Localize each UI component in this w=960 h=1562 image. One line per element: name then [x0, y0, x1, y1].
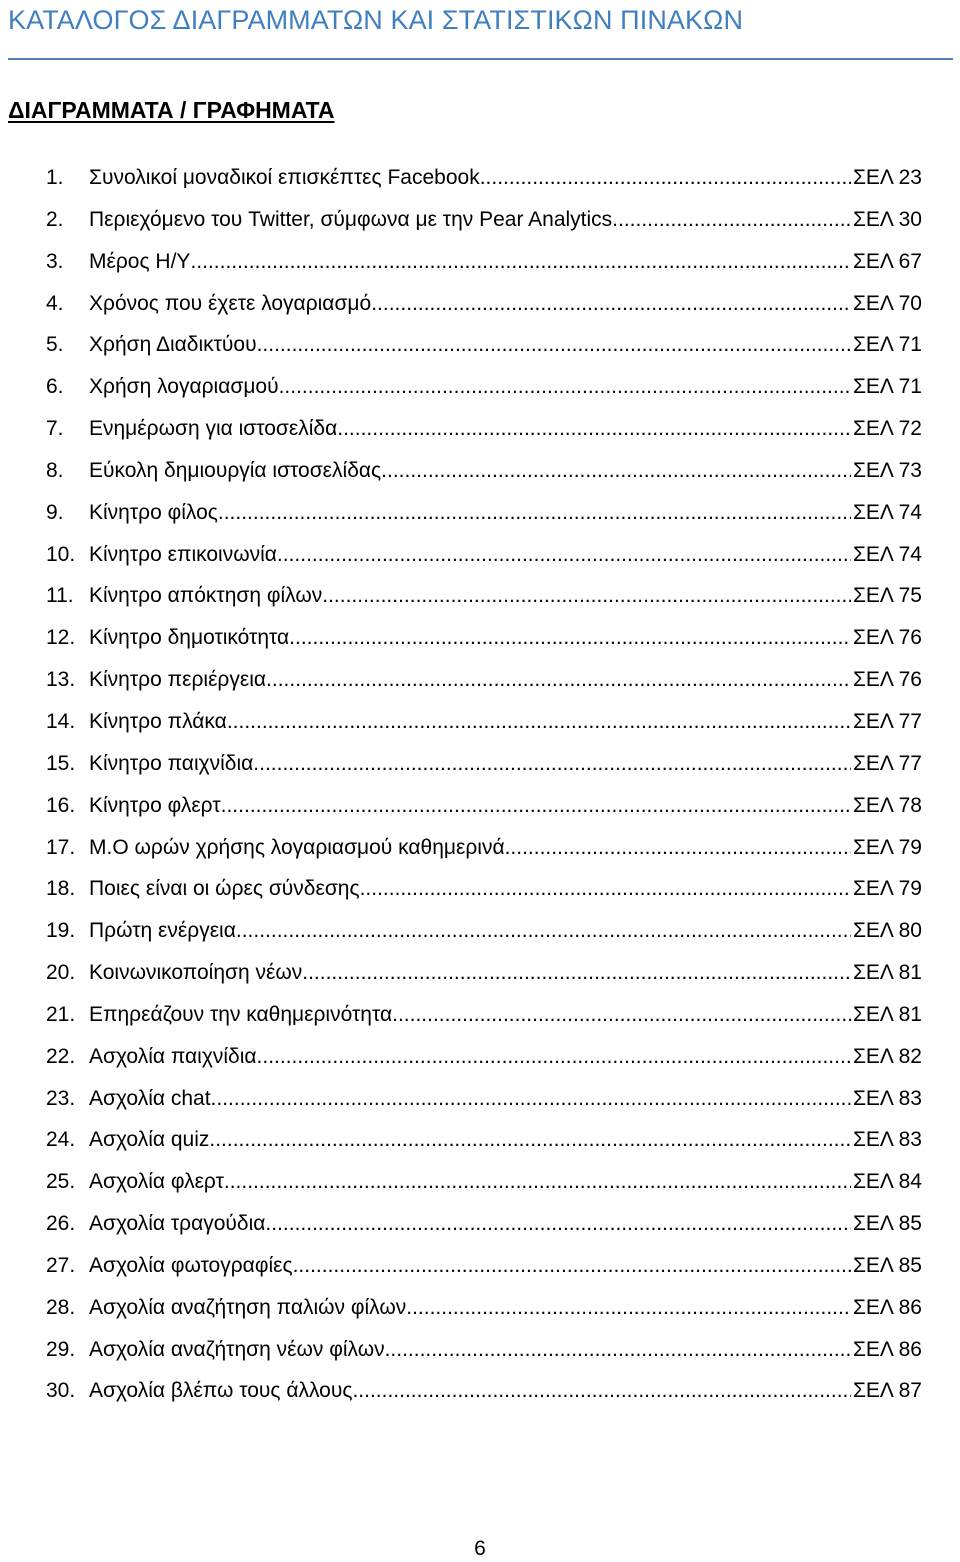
toc-entry-page: ΣΕΛ 74: [852, 542, 922, 566]
toc-entry[interactable]: [46, 617, 922, 659]
toc-entry[interactable]: [46, 492, 922, 534]
toc-entry[interactable]: [46, 910, 922, 952]
toc-entry-text: Κίνητρο περιέργεια: [89, 668, 267, 692]
toc-entry-page: ΣΕΛ 70: [852, 291, 922, 315]
toc-entry-number: 3.: [46, 249, 64, 273]
toc-dot-leader: [221, 785, 851, 827]
section-heading: ΔΙΑΓΡΑΜΜΑΤΑ / ΓΡΑΦΗΜΑΤΑ: [8, 97, 335, 123]
toc-entry-number: 11.: [46, 584, 74, 608]
toc-entry[interactable]: [46, 1329, 922, 1371]
toc-dot-leader: [352, 1370, 851, 1412]
toc-entry-text: Ασχολία quiz: [89, 1128, 210, 1152]
toc-entry-page: ΣΕΛ 79: [852, 877, 922, 901]
toc-entry-text: Χρόνος που έχετε λογαριασμό: [89, 291, 372, 315]
toc-entry-text: Κίνητρο φλερτ: [89, 793, 221, 817]
toc-entry-number: 4.: [46, 291, 64, 315]
toc-entry-text: Επηρεάζουν την καθημερινότητα: [89, 1002, 393, 1026]
toc-entry-number: 14.: [46, 709, 76, 733]
toc-dot-leader: [371, 283, 851, 325]
toc-dot-leader: [293, 1245, 851, 1287]
toc-entry-number: 8.: [46, 458, 64, 482]
toc-entry[interactable]: [46, 1161, 922, 1203]
toc-entry-page: ΣΕΛ 76: [852, 626, 922, 650]
toc-entry-text: Κίνητρο φίλος: [89, 500, 218, 524]
toc-entry-number: 17.: [46, 835, 76, 859]
toc-entry-page: ΣΕΛ 85: [852, 1212, 922, 1236]
toc-entry[interactable]: [46, 157, 922, 199]
toc-entry-number: 19.: [46, 919, 76, 943]
toc-entry-number: 9.: [46, 500, 64, 524]
toc-entry-text: Ασχολία αναζήτηση νέων φίλων: [89, 1337, 385, 1361]
toc-entry-text: Ασχολία φωτογραφίες: [89, 1253, 293, 1277]
toc-entry[interactable]: [46, 743, 922, 785]
toc-dot-leader: [302, 952, 851, 994]
toc-entry[interactable]: [46, 534, 922, 576]
toc-entry-text: Κίνητρο πλάκα: [89, 709, 227, 733]
toc-entry-page: ΣΕΛ 72: [852, 417, 922, 441]
toc-dot-leader: [480, 157, 851, 199]
toc-entry-text: Μέρος Η/Υ: [89, 249, 191, 273]
toc-entry-text: Συνολικοί μοναδικοί επισκέπτες Facebook: [89, 166, 480, 189]
toc-entry-page: ΣΕΛ 73: [852, 458, 922, 482]
toc-entry-page: ΣΕΛ 84: [852, 1170, 922, 1194]
toc-entry[interactable]: [46, 827, 922, 869]
toc-entry-number: 21.: [46, 1002, 76, 1026]
toc-entry-page: ΣΕΛ 82: [852, 1044, 922, 1068]
toc-entry[interactable]: [46, 1078, 922, 1120]
toc-entry-number: 1.: [46, 166, 64, 189]
toc-entry-number: 10.: [46, 542, 76, 566]
toc-entry-page: ΣΕΛ 81: [852, 1002, 922, 1026]
toc-dot-leader: [279, 366, 851, 408]
toc-entry-page: ΣΕΛ 79: [852, 835, 922, 859]
toc-entry[interactable]: [46, 1245, 922, 1287]
toc-entry[interactable]: [46, 1119, 922, 1161]
toc-dot-leader: [236, 910, 851, 952]
toc-entry-page: ΣΕΛ 71: [852, 375, 922, 399]
toc-entry-number: 29.: [46, 1337, 76, 1361]
toc-entry-text: Ασχολία φλερτ: [89, 1170, 224, 1194]
toc-dot-leader: [266, 659, 851, 701]
toc-dot-leader: [257, 324, 851, 366]
toc-entry-page: ΣΕΛ 87: [852, 1379, 922, 1403]
toc-dot-leader: [190, 241, 850, 283]
toc-entry-text: Περιεχόμενο του Twitter, σύμφωνα με την Pear Analytics: [89, 207, 613, 231]
toc-entry-text: Μ.Ο ωρών χρήσης λογαριασμού καθημερινά: [89, 835, 505, 859]
toc-entry[interactable]: [46, 575, 922, 617]
toc-entry-number: 2.: [46, 207, 64, 231]
toc-entry[interactable]: [46, 450, 922, 492]
toc-dot-leader: [289, 617, 851, 659]
toc-dot-leader: [265, 1203, 851, 1245]
toc-entry-number: 16.: [46, 793, 76, 817]
toc-entry-number: 13.: [46, 668, 76, 692]
toc-entry-number: 12.: [46, 626, 76, 650]
toc-entry-number: 25.: [46, 1170, 76, 1194]
toc-entry-text: Κοινωνικοποίηση νέων: [89, 961, 303, 985]
toc-entry[interactable]: [46, 283, 922, 325]
toc-dot-leader: [277, 534, 851, 576]
toc-entry-text: Ασχολία παιχνίδια: [89, 1044, 257, 1068]
toc-entry[interactable]: [46, 366, 922, 408]
toc-entry-number: 18.: [46, 877, 76, 901]
toc-dot-leader: [211, 1078, 851, 1120]
toc-entry[interactable]: [46, 199, 922, 241]
toc-dot-leader: [612, 199, 851, 241]
toc-dot-leader: [218, 492, 851, 534]
toc-entry-page: ΣΕΛ 85: [852, 1253, 922, 1277]
toc-list: [46, 157, 922, 1412]
toc-entry-number: 6.: [46, 375, 64, 399]
toc-entry-page: ΣΕΛ 75: [852, 584, 922, 608]
toc-entry-page: ΣΕΛ 67: [852, 249, 922, 273]
document-title: ΚΑΤΑΛΟΓΟΣ ΔΙΑΓΡΑΜΜΑΤΩΝ ΚΑΙ ΣΤΑΤΙΣΤΙΚΩΝ ΠΙΝΑΚΩΝ: [8, 5, 744, 35]
toc-entry-page: ΣΕΛ 74: [852, 500, 922, 524]
toc-entry-number: 26.: [46, 1212, 76, 1236]
toc-entry[interactable]: [46, 241, 922, 283]
toc-entry-text: Εύκολη δημιουργία ιστοσελίδας: [89, 458, 382, 482]
toc-entry-number: 15.: [46, 751, 76, 775]
toc-dot-leader: [385, 1329, 851, 1371]
toc-entry-text: Πρώτη ενέργεια: [89, 919, 236, 943]
toc-dot-leader: [257, 1036, 851, 1078]
title-underline-rule: [8, 58, 953, 60]
toc-dot-leader: [392, 994, 851, 1036]
toc-entry-number: 5.: [46, 333, 64, 357]
toc-dot-leader: [224, 1161, 851, 1203]
toc-entry[interactable]: [46, 324, 922, 366]
toc-entry-page: ΣΕΛ 77: [852, 709, 922, 733]
toc-entry[interactable]: [46, 994, 922, 1036]
toc-entry-page: ΣΕΛ 77: [852, 751, 922, 775]
toc-dot-leader: [505, 827, 851, 869]
toc-entry-number: 20.: [46, 961, 76, 985]
toc-dot-leader: [209, 1119, 851, 1161]
toc-dot-leader: [227, 701, 851, 743]
toc-entry-number: 24.: [46, 1128, 76, 1152]
toc-entry-number: 22.: [46, 1044, 76, 1068]
toc-entry-page: ΣΕΛ 86: [852, 1337, 922, 1361]
toc-entry-text: Κίνητρο απόκτηση φίλων: [89, 584, 323, 608]
toc-entry-number: 23.: [46, 1086, 76, 1110]
toc-entry-page: ΣΕΛ 23: [852, 166, 922, 189]
toc-entry-page: ΣΕΛ 81: [852, 961, 922, 985]
toc-entry[interactable]: [46, 1036, 922, 1078]
toc-entry-number: 7.: [46, 417, 64, 441]
toc-entry[interactable]: [46, 659, 922, 701]
toc-entry-text: Ποιες είναι οι ώρες σύνδεσης: [89, 877, 360, 901]
toc-entry[interactable]: [46, 1370, 922, 1412]
toc-entry[interactable]: [46, 1203, 922, 1245]
toc-entry-number: 27.: [46, 1253, 76, 1277]
toc-entry-text: Κίνητρο παιχνίδια: [89, 751, 254, 775]
toc-entry[interactable]: [46, 408, 922, 450]
toc-entry-text: Χρήση Διαδικτύου: [89, 333, 257, 357]
toc-entry-text: Ασχολία τραγούδια: [89, 1212, 266, 1236]
toc-entry-page: ΣΕΛ 78: [852, 793, 922, 817]
toc-entry-text: Κίνητρο δημοτικότητα: [89, 626, 290, 650]
toc-entry[interactable]: [46, 1287, 922, 1329]
toc-entry-text: Χρήση λογαριασμού: [89, 375, 279, 399]
toc-entry-page: ΣΕΛ 76: [852, 668, 922, 692]
toc-entry-number: 30.: [46, 1379, 76, 1403]
toc-dot-leader: [337, 408, 851, 450]
toc-dot-leader: [253, 743, 851, 785]
toc-entry-page: ΣΕΛ 83: [852, 1086, 922, 1110]
toc-entry-page: ΣΕΛ 86: [852, 1295, 922, 1319]
toc-dot-leader: [360, 868, 851, 910]
toc-dot-leader: [322, 575, 851, 617]
toc-entry-number: 28.: [46, 1295, 76, 1319]
toc-entry-text: Ασχολία αναζήτηση παλιών φίλων: [89, 1295, 407, 1319]
toc-dot-leader: [406, 1287, 851, 1329]
toc-entry[interactable]: [46, 785, 922, 827]
toc-dot-leader: [381, 450, 851, 492]
page-number: 6: [474, 1537, 486, 1560]
toc-entry-page: ΣΕΛ 80: [852, 919, 922, 943]
toc-entry[interactable]: [46, 701, 922, 743]
toc-entry[interactable]: [46, 868, 922, 910]
toc-entry-text: Ασχολία chat: [89, 1086, 211, 1110]
toc-entry-page: ΣΕΛ 83: [852, 1128, 922, 1152]
toc-entry-text: Ενημέρωση για ιστοσελίδα: [89, 417, 338, 441]
toc-entry-text: Ασχολία βλέπω τους άλλους: [89, 1379, 353, 1403]
toc-entry[interactable]: [46, 952, 922, 994]
toc-entry-page: ΣΕΛ 71: [852, 333, 922, 357]
toc-entry-page: ΣΕΛ 30: [852, 207, 922, 231]
toc-entry-text: Κίνητρο επικοινωνία: [89, 542, 277, 566]
